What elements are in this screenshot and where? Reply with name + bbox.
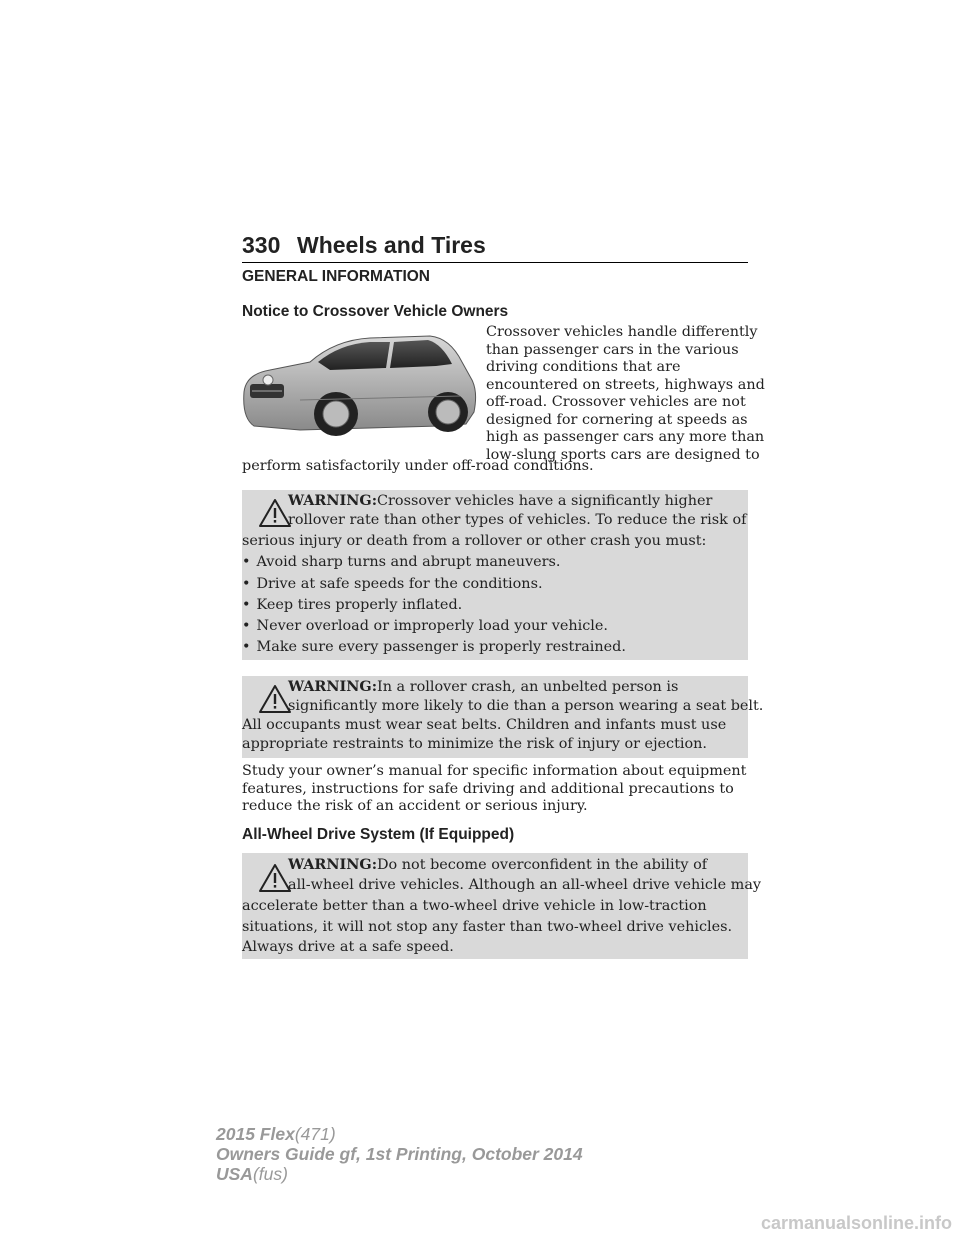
footer-model: 2015 Flex bbox=[216, 1124, 295, 1144]
footer-region-code: (fus) bbox=[252, 1164, 288, 1184]
warning-line bbox=[288, 678, 678, 695]
warning-triangle-icon bbox=[258, 863, 292, 893]
footer-guide: Owners Guide gf, 1st Printing, October 2014 bbox=[216, 1144, 583, 1164]
bullet-item: • Make sure every passenger is properly restrained. bbox=[242, 639, 626, 655]
bullet-item: • Drive at safe speeds for the conditions. bbox=[242, 576, 543, 592]
warning-line: Always drive at a safe speed. bbox=[242, 939, 454, 955]
bullet-text: Keep tires properly inflated. bbox=[256, 597, 463, 613]
footer-line-model bbox=[216, 1124, 583, 1144]
text-line: off-road. Crossover vehicles are not bbox=[486, 394, 746, 410]
warning-line bbox=[288, 492, 712, 509]
intro-paragraph bbox=[486, 324, 765, 464]
chapter-title: Wheels and Tires bbox=[297, 232, 486, 258]
text-line: driving conditions that are bbox=[486, 359, 681, 375]
text-line: designed for cornering at speeds as bbox=[486, 411, 748, 428]
watermark: carmanualsonline.info bbox=[760, 1213, 952, 1233]
warning-line bbox=[288, 856, 707, 873]
warning-box-rollover bbox=[242, 490, 748, 660]
page-footer bbox=[216, 1124, 583, 1184]
bullet-text: Make sure every passenger is properly restrained. bbox=[256, 639, 626, 655]
subsection-title-awd: All-Wheel Drive System (If Equipped) bbox=[242, 826, 515, 843]
warning-line: rollover rate than other types of vehicles. To reduce the risk of bbox=[288, 512, 747, 528]
bullet-item: • Never overload or improperly load your vehicle. bbox=[242, 618, 608, 634]
page-number: 330 bbox=[242, 232, 281, 258]
warning-box-seatbelt bbox=[242, 676, 764, 758]
page-header bbox=[242, 228, 748, 263]
bullet-item: • Avoid sharp turns and abrupt maneuvers. bbox=[242, 554, 561, 570]
text-line: high as passenger cars any more than bbox=[486, 429, 765, 445]
warning-line: appropriate restraints to minimize the risk of injury or ejection. bbox=[242, 736, 708, 752]
text-line: Crossover vehicles handle differently bbox=[486, 324, 758, 340]
bullet-item: • Keep tires properly inflated. bbox=[242, 597, 463, 613]
footer-model-code: (471) bbox=[294, 1124, 336, 1144]
subsection-title-crossover: Notice to Crossover Vehicle Owners bbox=[242, 303, 509, 320]
footer-region: USA bbox=[216, 1164, 253, 1184]
crossover-vehicle-illustration bbox=[240, 332, 480, 440]
warning-line: all-wheel drive vehicles. Although an all-wheel drive vehicle may bbox=[288, 877, 762, 893]
warning-text: Do not become overconfident in the ability of bbox=[377, 857, 708, 873]
warning-label: WARNING: bbox=[288, 856, 378, 873]
warning-line: serious injury or death from a rollover or other crash you must: bbox=[242, 533, 707, 549]
text-line: features, instructions for safe driving and additional precautions to bbox=[242, 780, 734, 797]
warning-line: accelerate better than a two-wheel drive vehicle in low-traction bbox=[242, 898, 707, 914]
text-line: reduce the risk of an accident or serious injury. bbox=[242, 798, 588, 814]
text-line: than passenger cars in the various bbox=[486, 341, 739, 358]
bullet-text: Never overload or improperly load your vehicle. bbox=[256, 618, 608, 634]
warning-line: situations, it will not stop any faster than two-wheel drive vehicles. bbox=[242, 919, 733, 935]
warning-text: Crossover vehicles have a significantly higher bbox=[377, 493, 713, 509]
text-line: Study your owner’s manual for specific information about equipment bbox=[242, 763, 747, 779]
warning-triangle-icon bbox=[258, 684, 292, 714]
warning-label: WARNING: bbox=[288, 492, 378, 509]
bullet-text: Drive at safe speeds for the conditions. bbox=[256, 576, 543, 592]
section-title: GENERAL INFORMATION bbox=[242, 268, 431, 285]
warning-box-awd bbox=[242, 853, 762, 959]
warning-line: significantly more likely to die than a person wearing a seat belt. bbox=[288, 698, 764, 714]
study-paragraph bbox=[242, 763, 748, 816]
footer-line-region bbox=[216, 1164, 583, 1184]
warning-line: All occupants must wear seat belts. Children and infants must use bbox=[242, 717, 727, 733]
text-line: encountered on streets, highways and bbox=[486, 376, 765, 393]
intro-last-line: perform satisfactorily under off-road conditions. bbox=[242, 458, 594, 474]
warning-text: In a rollover crash, an unbelted person is bbox=[377, 679, 679, 695]
warning-label: WARNING: bbox=[288, 678, 378, 695]
bullet-text: Avoid sharp turns and abrupt maneuvers. bbox=[256, 554, 561, 570]
text-line: low-slung sports cars are designed to bbox=[486, 446, 760, 463]
warning-triangle-icon bbox=[258, 498, 292, 528]
